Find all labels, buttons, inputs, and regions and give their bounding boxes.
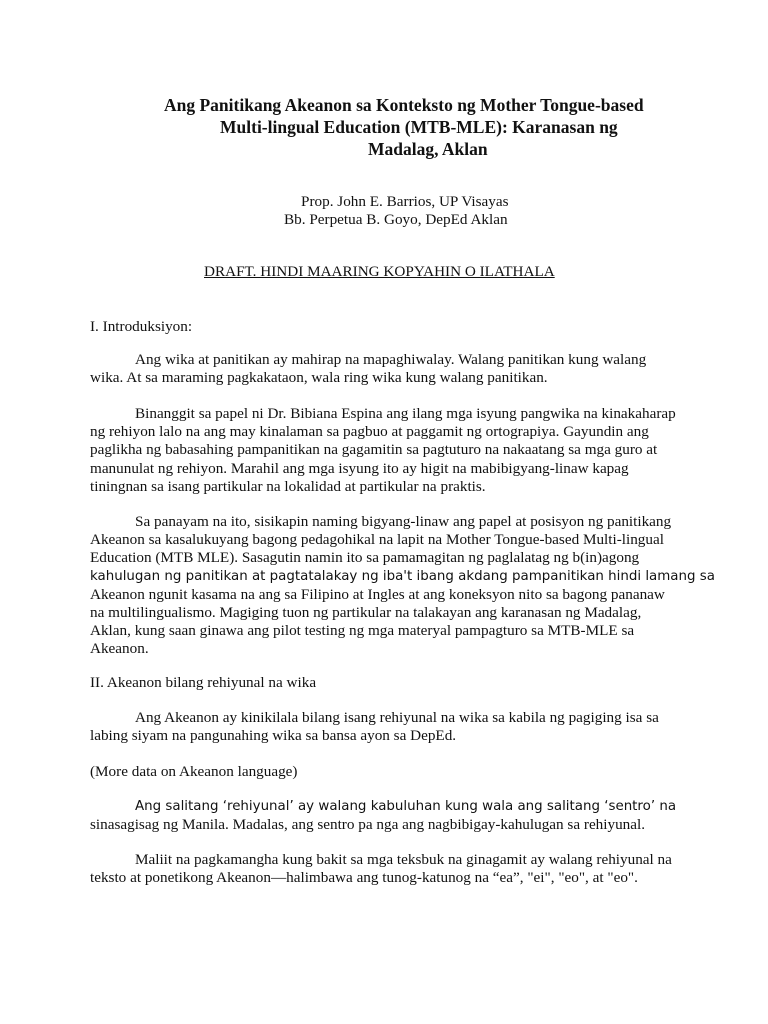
document-title	[140, 94, 680, 160]
title-line: Madalag, Aklan	[368, 139, 488, 159]
paragraph-line: Ang wika at panitikan ay mahirap na mapaghiwalay. Walang panitikan kung walang	[135, 351, 647, 368]
paragraph-line: wika. At sa maraming pagkakataon, wala ring wika kung walang panitikan.	[90, 369, 548, 387]
paragraph	[90, 851, 690, 887]
paragraph	[90, 798, 690, 834]
author-line: Bb. Perpetua B. Goyo, DepEd Aklan	[284, 211, 508, 228]
paragraph-line: ng rehiyon lalo na ang may kinalaman sa pagbuo at paggamit ng ortograpiya. Gayundin ang	[90, 423, 649, 441]
paragraph	[90, 351, 690, 387]
paragraph-line: Ang salitang ‘rehiyunal’ ay walang kabuluhan kung wala ang salitang ‘sentro’ na	[135, 799, 677, 814]
paragraph	[90, 405, 690, 496]
editor-note: (More data on Akeanon language)	[90, 763, 298, 780]
paragraph-line: sinasagisag ng Manila. Madalas, ang sentro pa nga ang nagbibigay-kahulugan sa rehiyunal.	[90, 816, 646, 834]
paragraph-line: Akeanon ngunit kasama na ang sa Filipino at Ingles at ang koneksyon nito sa bagong pananaw	[90, 585, 665, 603]
section-heading: II. Akeanon bilang rehiyunal na wika	[90, 674, 317, 691]
paragraph-line: teksto at ponetikong Akeanon—halimbawa ang tunog-katunog na “ea”, "ei", "eo", at "eo".	[90, 869, 638, 887]
paragraph	[90, 709, 690, 745]
paragraph-line: Akeanon.	[90, 640, 149, 658]
paragraph-line: Education (MTB MLE). Sasagutin namin ito sa pamamagitan ng paglalatag ng b(in)agong	[90, 549, 640, 567]
paragraph-line: Akeanon sa kasalukuyang bagong pedagohikal na lapit na Mother Tongue-based Multi-lingual	[90, 531, 664, 549]
title-line: Multi-lingual Education (MTB-MLE): Karanasan ng	[220, 117, 618, 137]
paragraph-line: tiningnan sa isang partikular na lokalidad at partikular na praktis.	[90, 477, 486, 495]
paragraph-line: Sa panayam na ito, sisikapin naming bigyang-linaw ang papel at posisyon ng panitikang	[135, 513, 672, 530]
section-heading: I. Introduksiyon:	[90, 318, 193, 335]
paragraph-line: manunulat ng rehiyon. Marahil ang mga isyung ito ay higit na mabibigyang-linaw kapag	[90, 459, 629, 477]
authors-block	[270, 193, 570, 229]
paragraph-line: Ang Akeanon ay kinikilala bilang isang rehiyunal na wika sa kabila ng pagiging isa sa	[135, 709, 659, 726]
paragraph	[90, 513, 715, 659]
title-line: Ang Panitikang Akeanon sa Konteksto ng Mother Tongue-based	[164, 95, 644, 115]
paragraph-line: Aklan, kung saan ginawa ang pilot testing ng mga materyal pampagturo sa MTB-MLE sa	[90, 622, 635, 640]
author-line: Prop. John E. Barrios, UP Visayas	[301, 193, 509, 210]
paragraph-line: paglikha ng babasahing pampanitikan na gagamitin sa pagtuturo na nakaatang sa mga guro at	[90, 441, 658, 459]
draft-notice: DRAFT. HINDI MAARING KOPYAHIN O ILATHALA	[204, 263, 555, 280]
paragraph-line: Binanggit sa papel ni Dr. Bibiana Espina ang ilang mga isyung pangwika na kinakaharap	[135, 405, 676, 422]
paragraph-line: Maliit na pagkamangha kung bakit sa mga teksbuk na ginagamit ay walang rehiyunal na	[135, 851, 672, 868]
paragraph-line: labing siyam na pangunahing wika sa bansa ayon sa DepEd.	[90, 727, 457, 745]
paragraph-line: kahulugan ng panitikan at pagtatalakay ng iba't ibang akdang pampanitikan hindi lamang sa	[90, 568, 715, 584]
paragraph-line: na multilingualismo. Magiging tuon ng partikular na talakayan ang karanasan ng Madalag,	[90, 604, 642, 622]
